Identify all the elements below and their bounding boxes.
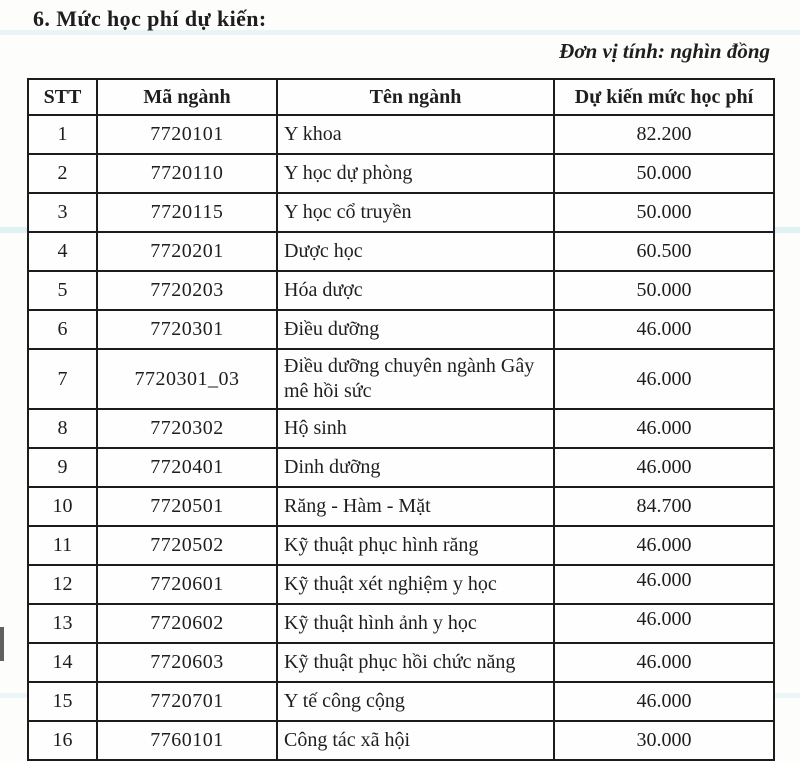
cell-stt: 8	[28, 409, 97, 448]
cell-name: Y tế công cộng	[277, 682, 554, 721]
scan-edge-mark	[0, 627, 4, 661]
cell-name: Kỹ thuật phục hồi chức năng	[277, 643, 554, 682]
cell-stt: 16	[28, 721, 97, 760]
table-row	[28, 682, 774, 721]
cell-code: 7720601	[97, 565, 277, 604]
table-header	[28, 79, 774, 115]
cell-stt: 9	[28, 448, 97, 487]
table-row	[28, 271, 774, 310]
cell-code: 7720203	[97, 271, 277, 310]
cell-code: 7720201	[97, 232, 277, 271]
cell-code: 7720101	[97, 115, 277, 154]
cell-name: Dinh dưỡng	[277, 448, 554, 487]
table-row	[28, 115, 774, 154]
header-name: Tên ngành	[277, 79, 554, 115]
cell-code: 7760101	[97, 721, 277, 760]
cell-name: Điều dưỡng chuyên ngành Gây mê hồi sức	[277, 349, 554, 409]
table-row	[28, 604, 774, 643]
cell-stt: 5	[28, 271, 97, 310]
cell-stt: 12	[28, 565, 97, 604]
table-row	[28, 721, 774, 760]
cell-name: Y học dự phòng	[277, 154, 554, 193]
cell-name: Điều dưỡng	[277, 310, 554, 349]
cell-fee: 50.000	[554, 154, 774, 193]
cell-fee: 46.000	[554, 448, 774, 487]
cell-fee: 46.000	[554, 643, 774, 682]
cell-name: Kỹ thuật phục hình răng	[277, 526, 554, 565]
table-row	[28, 526, 774, 565]
table-row	[28, 487, 774, 526]
cell-code: 7720110	[97, 154, 277, 193]
cell-stt: 13	[28, 604, 97, 643]
cell-fee: 46.000	[554, 682, 774, 721]
cell-name: Dược học	[277, 232, 554, 271]
cell-stt: 2	[28, 154, 97, 193]
cell-name: Y học cổ truyền	[277, 193, 554, 232]
cell-fee: 46.000	[554, 349, 774, 409]
cell-stt: 6	[28, 310, 97, 349]
cell-code: 7720602	[97, 604, 277, 643]
cell-stt: 10	[28, 487, 97, 526]
cell-fee: 46.000	[554, 526, 774, 565]
cell-code: 7720401	[97, 448, 277, 487]
cell-fee: 46.000	[554, 409, 774, 448]
cell-code: 7720501	[97, 487, 277, 526]
cell-stt: 4	[28, 232, 97, 271]
cell-fee: 82.200	[554, 115, 774, 154]
header-row	[28, 79, 774, 115]
table-row	[28, 409, 774, 448]
cell-code: 7720301_03	[97, 349, 277, 409]
cell-fee: 30.000	[554, 721, 774, 760]
cell-stt: 11	[28, 526, 97, 565]
tuition-fee-table	[27, 78, 775, 761]
cell-fee: 60.500	[554, 232, 774, 271]
cell-name: Hộ sinh	[277, 409, 554, 448]
cell-name: Răng - Hàm - Mặt	[277, 487, 554, 526]
cell-stt: 3	[28, 193, 97, 232]
cell-name: Công tác xã hội	[277, 721, 554, 760]
section-title: 6. Mức học phí dự kiến:	[33, 6, 267, 31]
table-row	[28, 643, 774, 682]
unit-note: Đơn vị tính: nghìn đồng	[559, 39, 770, 63]
cell-code: 7720302	[97, 409, 277, 448]
table-row	[28, 448, 774, 487]
table-row	[28, 310, 774, 349]
header-code: Mã ngành	[97, 79, 277, 115]
cell-code: 7720301	[97, 310, 277, 349]
table-row	[28, 349, 774, 409]
cell-name: Y khoa	[277, 115, 554, 154]
header-stt: STT	[28, 79, 97, 115]
cell-fee: 50.000	[554, 193, 774, 232]
header-fee: Dự kiến mức học phí	[554, 79, 774, 115]
cell-name: Kỹ thuật xét nghiệm y học	[277, 565, 554, 604]
table-row	[28, 232, 774, 271]
cell-stt: 15	[28, 682, 97, 721]
cell-code: 7720603	[97, 643, 277, 682]
cell-name: Hóa dược	[277, 271, 554, 310]
cell-fee: 46.000	[554, 565, 774, 604]
table-row	[28, 565, 774, 604]
cell-name: Kỹ thuật hình ảnh y học	[277, 604, 554, 643]
cell-fee: 50.000	[554, 271, 774, 310]
cell-fee: 46.000	[554, 310, 774, 349]
cell-code: 7720502	[97, 526, 277, 565]
cell-stt: 7	[28, 349, 97, 409]
cell-stt: 1	[28, 115, 97, 154]
table-row	[28, 193, 774, 232]
cell-stt: 14	[28, 643, 97, 682]
cell-code: 7720701	[97, 682, 277, 721]
table-body	[28, 115, 774, 760]
table-row	[28, 154, 774, 193]
cell-code: 7720115	[97, 193, 277, 232]
cell-fee: 46.000	[554, 604, 774, 643]
cell-fee: 84.700	[554, 487, 774, 526]
